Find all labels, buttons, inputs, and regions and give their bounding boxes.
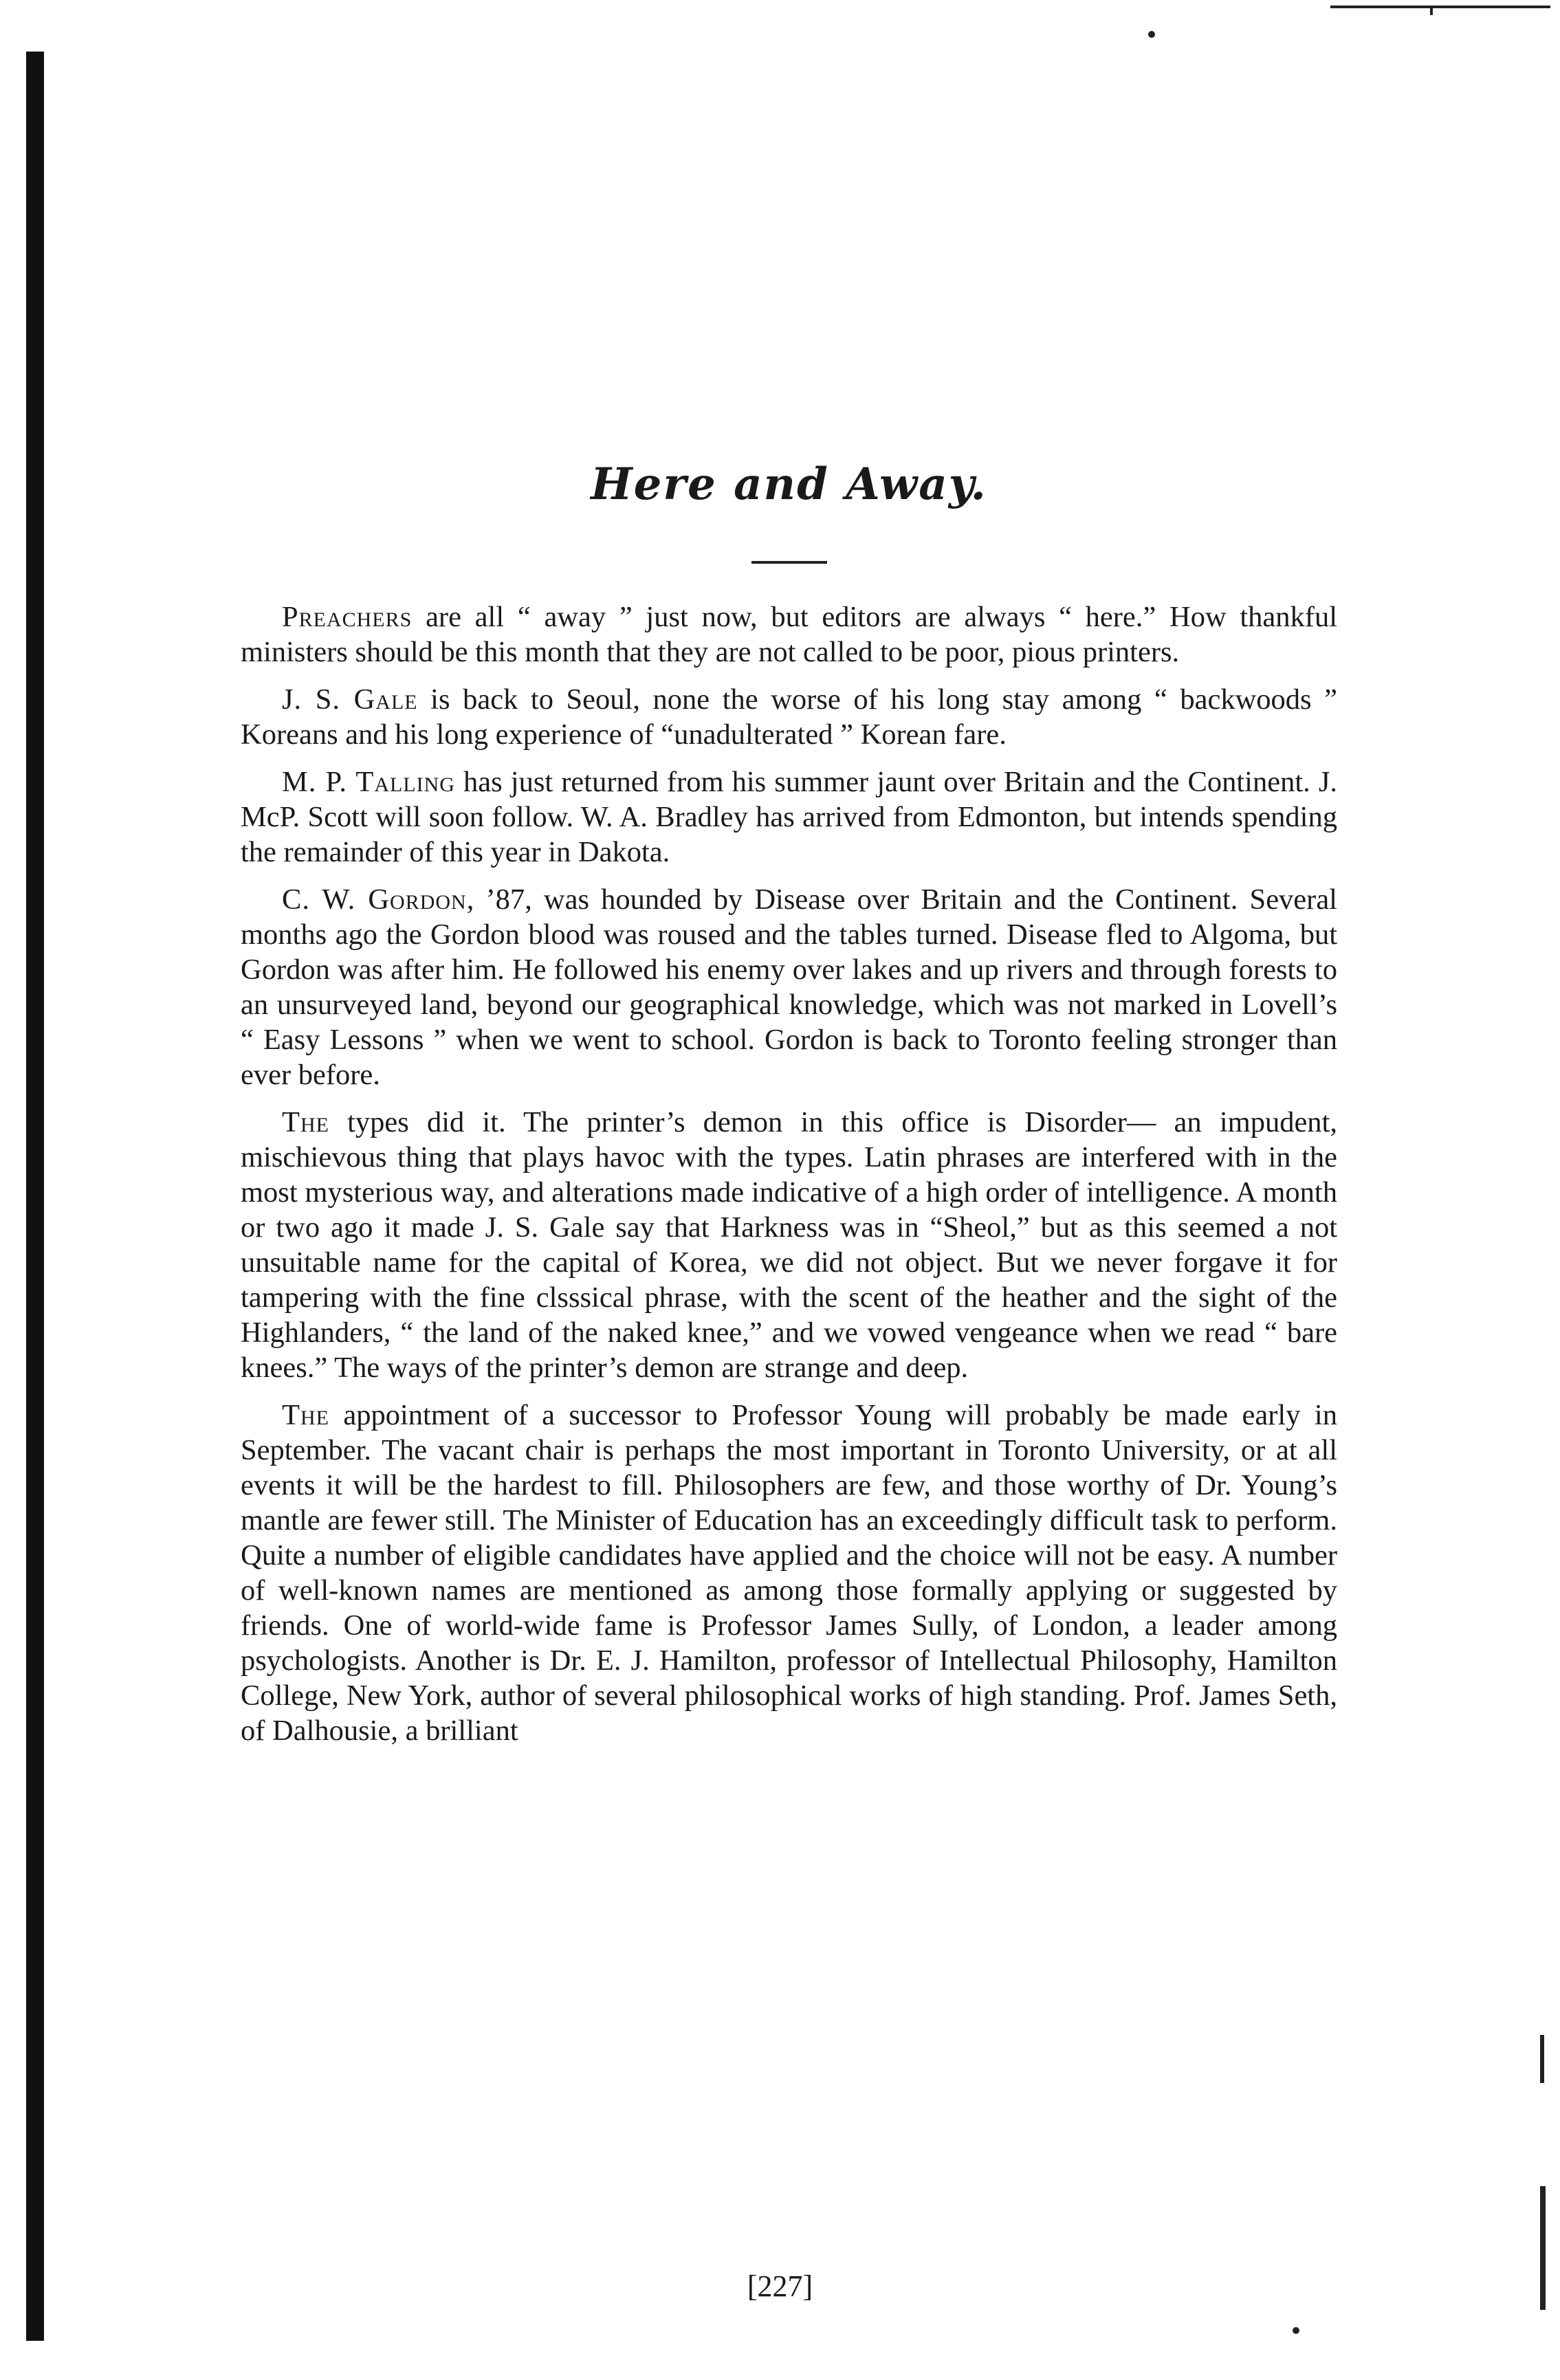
paragraph-lead: The bbox=[282, 1399, 329, 1431]
scan-edge-mark bbox=[1540, 2035, 1544, 2083]
scan-edge-shadow bbox=[26, 52, 44, 2341]
page-number-text: [227] bbox=[747, 2269, 813, 2303]
paragraph-appointment bbox=[241, 1398, 1337, 1748]
paragraph-text: is back to Seoul, none the worse of his long stay among “ backwoods ” Koreans and his long experience of “unadulterated ” Korean fare. bbox=[241, 683, 1337, 751]
paragraph-lead: The bbox=[282, 1106, 329, 1138]
paragraph-text: appointment of a successor to Professor Young will probably be made early in September. The vacant chair is perhaps the most important in Toronto University, or at all events it will be the hardest to fill. Philosophers are few, and those worthy of Dr. Young’s mantle are fewer still. The Minister of Education has an exceedingly difficult task to perform. Quite a number of eligible candidates have applied and the choice will not be easy. A number of well-known names are mentioned as among those formally applying or suggested by friends. One of world-wide fame is Professor James Sully, of London, a leader among psychologists. Another is Dr. E. J. Hamilton, professor of Intellectual Philosophy, Hamilton College, New York, author of several philosophical works of high standing. Prof. James Seth, of Dalhousie, a brilliant bbox=[241, 1399, 1337, 1747]
scan-speck bbox=[1293, 2327, 1299, 2334]
paragraph-text: , ’87, was hounded by Disease over Britain and the Continent. Several months ago the Gordon blood was roused and the tables turned. Disease fled to Algoma, but Gordon was after him. He followed his enemy over lakes and up rivers and through forests to an unsurveyed land, beyond our geographical knowledge, which was not marked in Lovell’s “ Easy Lessons ” when we went to school. Gordon is back to Toronto feeling stronger than ever before. bbox=[241, 883, 1337, 1091]
paragraph-lead: M. P. Talling bbox=[282, 766, 455, 798]
scan-speck bbox=[1148, 31, 1155, 38]
paragraph-lead: J. S. Gale bbox=[282, 683, 418, 716]
title-rule bbox=[751, 561, 827, 564]
paragraph-text: are all “ away ” just now, but editors are always “ here.” How thankful ministers should be this month that they are not called to be poor, pious printers. bbox=[241, 601, 1337, 668]
paragraph-preachers bbox=[241, 599, 1337, 670]
scan-top-rule bbox=[1330, 5, 1550, 8]
paragraph-lead: C. W. Gordon bbox=[282, 883, 467, 916]
paragraph-text: has just returned from his summer jaunt over Britain and the Continent. J. McP. Scott will soon follow. W. A. Bradley has arrived from Edmonton, but intends spending the remainder of this year in Dakota. bbox=[241, 766, 1337, 868]
paragraph-printers-demon bbox=[241, 1105, 1337, 1385]
page-body bbox=[241, 454, 1337, 1761]
paragraph-gale bbox=[241, 682, 1337, 752]
paragraph-text: types did it. The printer’s demon in this office is Disorder— an impudent, mischievous thing that plays havoc with the types. Latin phrases are interfered with in the most mysterious way, and alterations made indicative of a high order of intelligence. A month or two ago it made J. S. Gale say that Harkness was in “Sheol,” but as this seemed a not unsuitable name for the capital of Korea, we did not object. But we never forgave it for tampering with the fine clsssical phrase, with the scent of the heather and the sight of the Highlanders, “ the land of the naked knee,” and we vowed vengeance when we read “ bare knees.” The ways of the printer’s demon are strange and deep. bbox=[241, 1106, 1337, 1384]
paragraph-gordon bbox=[241, 882, 1337, 1092]
paragraph-lead: Preachers bbox=[282, 601, 413, 633]
paragraph-talling bbox=[241, 764, 1337, 870]
scan-top-tick bbox=[1430, 5, 1433, 15]
page-title: Here and Away. bbox=[591, 459, 987, 510]
page-number bbox=[0, 2269, 1560, 2304]
